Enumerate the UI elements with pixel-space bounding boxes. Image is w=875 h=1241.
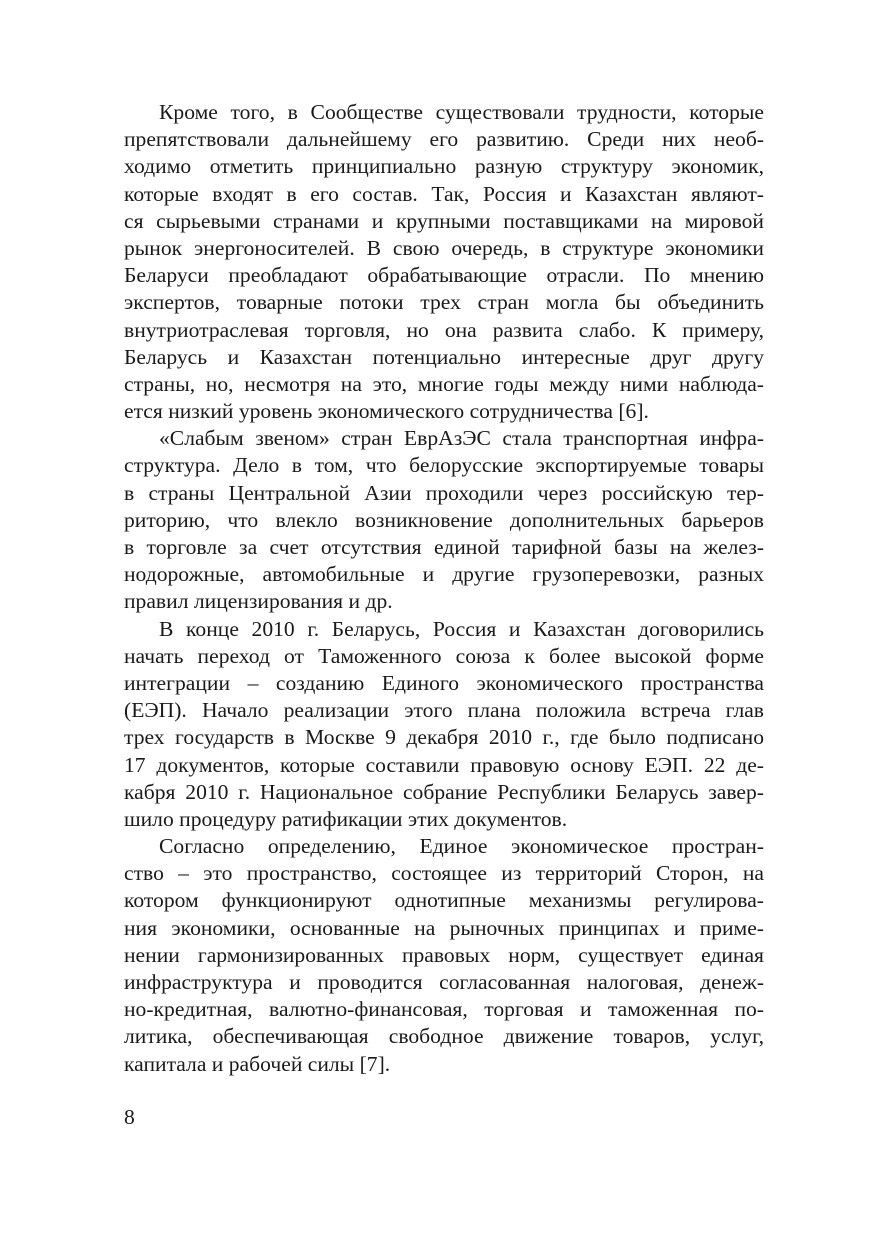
text-line: нодорожные, автомобильные и другие грузоперевозки, разных: [124, 562, 764, 587]
text-line: ния экономики, основанные на рыночных принципах и приме-: [124, 915, 764, 940]
text-line: которые входят в его состав. Так, Россия и Казахстан являют-: [124, 181, 764, 206]
text-line: кабря 2010 г. Национальное собрание Республики Беларусь завер-: [124, 779, 764, 804]
text-line: 17 документов, которые составили правовую основу ЕЭП. 22 де-: [124, 752, 764, 777]
paragraph: [124, 833, 764, 1078]
paragraph: [124, 425, 764, 615]
text-line: структура. Дело в том, что белорусские экспортируемые товары: [124, 453, 764, 478]
text-line: литика, обеспечивающая свободное движение товаров, услуг,: [124, 1024, 764, 1049]
body-text: [124, 99, 764, 1078]
text-line: начать переход от Таможенного союза к более высокой форме: [124, 643, 764, 668]
text-line: интеграции – созданию Единого экономического пространства: [124, 670, 764, 695]
page-number: 8: [124, 1105, 135, 1129]
text-line: в страны Центральной Азии проходили через российскую тер-: [124, 480, 764, 505]
text-line: препятствовали дальнейшему его развитию. Среди них необ-: [124, 127, 764, 152]
text-line: котором функционируют однотипные механизмы регулирова-: [124, 888, 764, 913]
text-line: Беларусь и Казахстан потенциально интересные друг другу: [124, 344, 764, 369]
text-line: инфраструктура и проводится согласованная налоговая, денеж-: [124, 970, 764, 994]
text-line: внутриотраслевая торговля, но она развита слабо. К примеру,: [124, 317, 764, 342]
paragraph: [124, 99, 764, 425]
text-line: ся сырьевыми странами и крупными поставщиками на мировой: [124, 208, 764, 233]
paragraph: [124, 616, 764, 834]
text-line: «Слабым звеном» стран ЕврАзЭС стала транспортная инфра-: [159, 426, 764, 451]
text-line: (ЕЭП). Начало реализации этого плана положила встреча глав: [124, 698, 764, 723]
text-line: В конце 2010 г. Беларусь, Россия и Казахстан договорились: [159, 616, 764, 641]
text-line: ходимо отметить принципиально разную структуру экономик,: [124, 154, 764, 179]
text-line: нении гармонизированных правовых норм, существует единая: [124, 942, 764, 967]
text-line: экспертов, товарные потоки трех стран могла бы объединить: [124, 290, 764, 315]
text-line: Беларуси преобладают обрабатывающие отрасли. По мнению: [124, 263, 764, 288]
text-line: Кроме того, в Сообществе существовали трудности, которые: [159, 100, 764, 124]
text-line: ство – это пространство, состоящее из территорий Сторон, на: [124, 861, 764, 886]
text-line: трех государств в Москве 9 декабря 2010 г., где было подписано: [124, 725, 764, 750]
text-line: капитала и рабочей силы [7].: [124, 1051, 391, 1076]
text-line: правил лицензирования и др.: [124, 589, 393, 614]
text-line: в торговле за счет отсутствия единой тарифной базы на желез-: [124, 535, 764, 559]
text-line: ется низкий уровень экономического сотрудничества [6].: [124, 399, 649, 424]
text-line: риторию, что влекло возникновение дополнительных барьеров: [124, 507, 764, 532]
text-line: рынок энергоносителей. В свою очередь, в структуре экономики: [124, 235, 764, 260]
text-line: Согласно определению, Единое экономическое простран-: [159, 834, 764, 859]
text-line: но-кредитная, валютно-финансовая, торговая и таможенная по-: [124, 997, 764, 1022]
text-line: шило процедуру ратификации этих документов.: [124, 806, 568, 831]
text-line: страны, но, несмотря на это, многие годы между ними наблюда-: [124, 371, 764, 396]
